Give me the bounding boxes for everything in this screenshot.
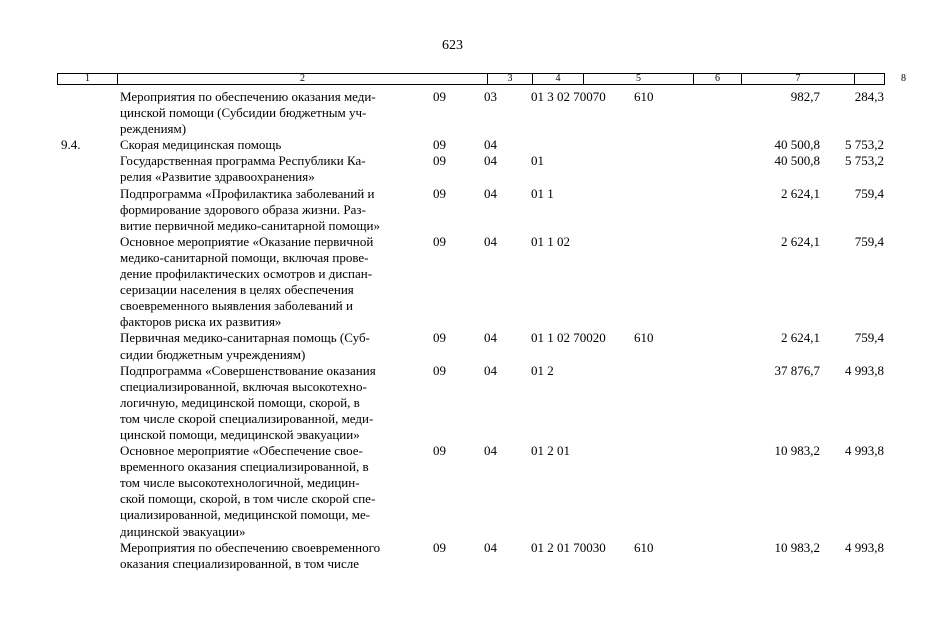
table-row <box>57 153 885 185</box>
row-target-article-code: 01 2 01 70030 <box>531 539 606 555</box>
row-amount-2: 759,4 <box>854 185 884 201</box>
column-number-5: 5 <box>584 74 694 84</box>
row-name-line: медико-санитарной помощи, включая прове- <box>120 249 369 265</box>
row-target-article-code: 01 3 02 70070 <box>531 89 606 104</box>
row-target-article-code <box>531 137 634 153</box>
row-name-line: цинской помощи (Субсидии бюджетным уч- <box>120 105 367 121</box>
row-number <box>57 153 120 185</box>
row-name-line: Мероприятия по обеспечению своевременного <box>120 539 381 555</box>
row-name <box>120 540 432 572</box>
table-row <box>57 330 885 362</box>
row-name-line: Основное мероприятие «Обеспечение свое- <box>120 443 363 459</box>
row-name-line: Подпрограмма «Профилактика заболеваний и <box>120 185 375 201</box>
row-section-code: 09 <box>433 233 446 249</box>
row-amount-1: 982,7 <box>790 89 820 104</box>
column-number-3: 3 <box>488 74 533 84</box>
row-number <box>57 363 120 443</box>
row-subsection-code: 04 <box>484 362 497 378</box>
table-row <box>57 89 885 137</box>
row-amount-2: 759,4 <box>854 233 884 249</box>
table-row <box>57 186 885 234</box>
row-amount-1: 2 624,1 <box>781 185 820 201</box>
row-amount-1: 10 983,2 <box>774 443 820 459</box>
row-section-code: 09 <box>433 153 446 169</box>
row-expense-type-code <box>634 443 695 540</box>
page-number: 623 <box>442 38 463 53</box>
row-target-article-code: 01 2 01 <box>531 443 570 459</box>
row-subsection-code: 03 <box>484 89 497 104</box>
row-amount-1: 2 624,1 <box>781 330 820 346</box>
table-row <box>57 234 885 331</box>
row-name-line: циализированной, медицинской помощи, ме- <box>120 507 371 523</box>
budget-table-body <box>57 89 885 572</box>
row-name-line: логичную, медицинской помощи, скорой, в <box>120 394 360 410</box>
table-column-header <box>57 73 906 85</box>
row-target-article-code: 01 <box>531 153 544 169</box>
row-expense-type-code <box>634 363 695 443</box>
row-name-line: серизации населения в целях обеспечения <box>120 282 354 298</box>
row-name-line: цинской помощи, медицинской эвакуации» <box>120 426 360 442</box>
row-section-code: 09 <box>433 137 446 153</box>
column-number-8: 8 <box>901 73 906 84</box>
row-section-code: 09 <box>433 362 446 378</box>
row-amount-2: 5 753,2 <box>845 153 884 169</box>
row-expense-type-code: 610 <box>634 330 654 346</box>
row-amount-2: 5 753,2 <box>845 137 884 153</box>
row-expense-type-code: 610 <box>634 539 654 555</box>
row-amount-1: 2 624,1 <box>781 233 820 249</box>
row-expense-type-code: 610 <box>634 89 654 104</box>
row-number <box>57 186 120 234</box>
row-amount-1: 10 983,2 <box>774 539 820 555</box>
row-section-code: 09 <box>433 539 446 555</box>
row-name-line: временного оказания специализированной, в <box>120 459 369 475</box>
row-name-line: Первичная медико-санитарная помощь (Суб- <box>120 330 370 346</box>
row-amount-1: 40 500,8 <box>774 153 820 169</box>
row-number <box>57 540 120 572</box>
row-target-article-code: 01 1 02 <box>531 233 570 249</box>
row-name-line: дение профилактических осмотров и диспан- <box>120 266 373 282</box>
row-name-line: Государственная программа Республики Ка- <box>120 153 366 169</box>
row-target-article-code: 01 2 <box>531 362 554 378</box>
row-subsection-code: 04 <box>484 233 497 249</box>
row-target-article-code: 01 1 02 70020 <box>531 330 606 346</box>
row-name <box>120 234 432 331</box>
row-name-line: реждениям) <box>120 121 187 137</box>
row-amount-2: 4 993,8 <box>845 539 884 555</box>
row-name-line: Скорая медицинская помощь <box>120 137 282 153</box>
row-number: 9.4. <box>61 137 81 153</box>
row-subsection-code: 04 <box>484 539 497 555</box>
column-number-1: 1 <box>58 74 118 84</box>
row-name-line: Основное мероприятие «Оказание первичной <box>120 233 374 249</box>
row-name-line: своевременного выявления заболеваний и <box>120 298 353 314</box>
row-name <box>120 330 432 362</box>
row-name-line: Подпрограмма «Совершенствование оказания <box>120 362 376 378</box>
column-number-2: 2 <box>118 74 488 84</box>
row-amount-2: 4 993,8 <box>845 362 884 378</box>
row-name-line: релия «Развитие здравоохранения» <box>120 169 315 185</box>
table-row <box>57 540 885 572</box>
table-row <box>57 137 885 153</box>
row-amount-2: 284,3 <box>854 89 884 104</box>
row-subsection-code: 04 <box>484 153 497 169</box>
row-name-line: формирование здорового образа жизни. Раз- <box>120 201 366 217</box>
table-row <box>57 443 885 540</box>
table-row <box>57 363 885 443</box>
row-name-line: оказания специализированной, в том числе <box>120 555 360 571</box>
row-name-line: витие первичной медико-санитарной помощи» <box>120 217 380 233</box>
row-section-code: 09 <box>433 89 446 104</box>
row-name-line: Мероприятия по обеспечению оказания меди- <box>120 89 376 104</box>
row-name-line: специализированной, включая высокотехно- <box>120 378 367 394</box>
row-name <box>120 363 432 443</box>
row-name-line: ской помощи, скорой, в том числе скорой спе- <box>120 491 376 507</box>
row-number <box>57 330 120 362</box>
row-expense-type-code <box>634 153 695 185</box>
row-name-line: факторов риска их развития» <box>120 314 282 330</box>
row-name-line: дицинской эвакуации» <box>120 523 246 539</box>
row-amount-2: 759,4 <box>854 330 884 346</box>
row-number <box>57 234 120 331</box>
column-number-7: 7 <box>742 74 855 84</box>
row-amount-2: 4 993,8 <box>845 443 884 459</box>
row-name-line: сидии бюджетным учреждениям) <box>120 346 306 362</box>
row-name <box>120 153 432 185</box>
row-expense-type-code <box>634 137 695 153</box>
row-amount-1: 40 500,8 <box>774 137 820 153</box>
row-name <box>120 443 432 540</box>
row-name <box>120 137 432 153</box>
row-number <box>57 89 120 137</box>
row-number <box>57 443 120 540</box>
row-name <box>120 186 432 234</box>
row-subsection-code: 04 <box>484 137 497 153</box>
column-number-4: 4 <box>533 74 584 84</box>
row-subsection-code: 04 <box>484 330 497 346</box>
row-expense-type-code <box>634 234 695 331</box>
row-amount-1: 37 876,7 <box>774 362 820 378</box>
row-subsection-code: 04 <box>484 185 497 201</box>
column-number-6: 6 <box>694 74 742 84</box>
row-section-code: 09 <box>433 185 446 201</box>
row-section-code: 09 <box>433 443 446 459</box>
row-expense-type-code <box>634 186 695 234</box>
row-section-code: 09 <box>433 330 446 346</box>
row-name <box>120 89 432 137</box>
row-target-article-code: 01 1 <box>531 185 554 201</box>
row-subsection-code: 04 <box>484 443 497 459</box>
row-name-line: том числе высокотехнологичной, медицин- <box>120 475 360 491</box>
row-name-line: том числе скорой специализированной, меди- <box>120 410 374 426</box>
